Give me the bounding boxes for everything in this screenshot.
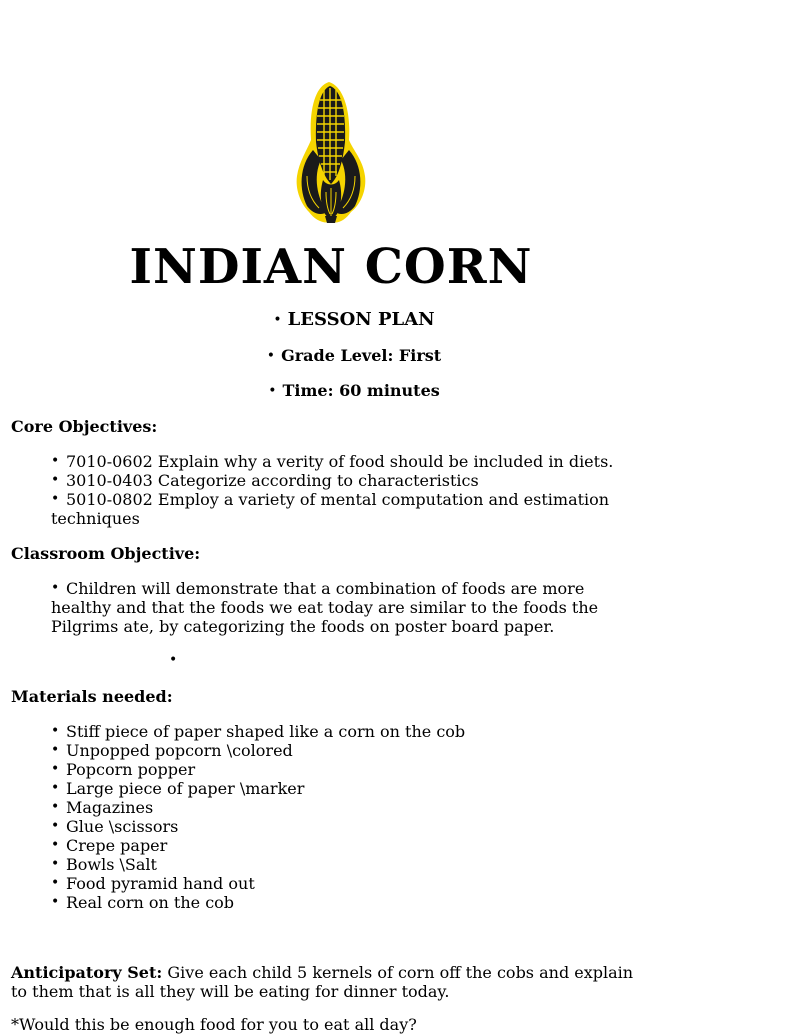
time-label: Time: 60 minutes: [282, 381, 440, 400]
list-item: • Food pyramid hand out: [51, 874, 621, 893]
anticipatory-set-paragraph: [11, 963, 641, 1001]
list-item: • Glue \scissors: [51, 817, 621, 836]
materials-heading: Materials needed:: [11, 687, 173, 706]
time-line: [11, 380, 697, 403]
core-objectives-heading: Core Objectives:: [11, 417, 158, 436]
grade-level-line: [11, 345, 697, 368]
list-item: • Crepe paper: [51, 836, 621, 855]
list-item: • Children will demonstrate that a combination of foods are more healthy and that the foods we eat today are similar to the foods the Pilgrims ate, by categorizing the foods on poster board paper.: [51, 579, 611, 636]
bullet-icon: •: [266, 348, 276, 364]
materials-list: [51, 722, 621, 912]
list-item: • Large piece of paper \marker: [51, 779, 621, 798]
list-item: • Magazines: [51, 798, 621, 817]
list-item: • Unpopped popcorn \colored: [51, 741, 621, 760]
corn-cob-icon: [293, 80, 369, 224]
anticipatory-set-label: Anticipatory Set:: [11, 963, 163, 982]
bullet-icon: •: [268, 383, 277, 399]
list-item: • Stiff piece of paper shaped like a corn on the cob: [51, 722, 621, 741]
grade-level-label: Grade Level: First: [281, 346, 442, 365]
lesson-plan-line: [11, 308, 697, 333]
list-item: • Real corn on the cob: [51, 893, 621, 912]
list-item: • 7010-0602 Explain why a verity of food should be included in diets.: [51, 452, 621, 471]
list-item: • Popcorn popper: [51, 760, 621, 779]
page-title: INDIAN CORN: [129, 239, 533, 295]
empty-bullet-icon: •: [169, 652, 178, 668]
classroom-objective-heading: Classroom Objective:: [11, 544, 201, 563]
anticipatory-set-text: Give each child 5 kernels of corn off the cobs and explain to them that is all they will be eating for dinner today.: [11, 963, 634, 1001]
anticipatory-question: *Would this be enough food for you to eat all day?: [11, 1015, 417, 1034]
core-objectives-list: [51, 452, 621, 528]
list-item: • Bowls \Salt: [51, 855, 621, 874]
bullet-icon: •: [273, 312, 282, 328]
lesson-plan-label: LESSON PLAN: [287, 309, 435, 330]
list-item: • 5010-0802 Employ a variety of mental computation and estimation techniques: [51, 490, 621, 528]
classroom-objective-list: [51, 579, 611, 636]
list-item: • 3010-0403 Categorize according to characteristics: [51, 471, 621, 490]
